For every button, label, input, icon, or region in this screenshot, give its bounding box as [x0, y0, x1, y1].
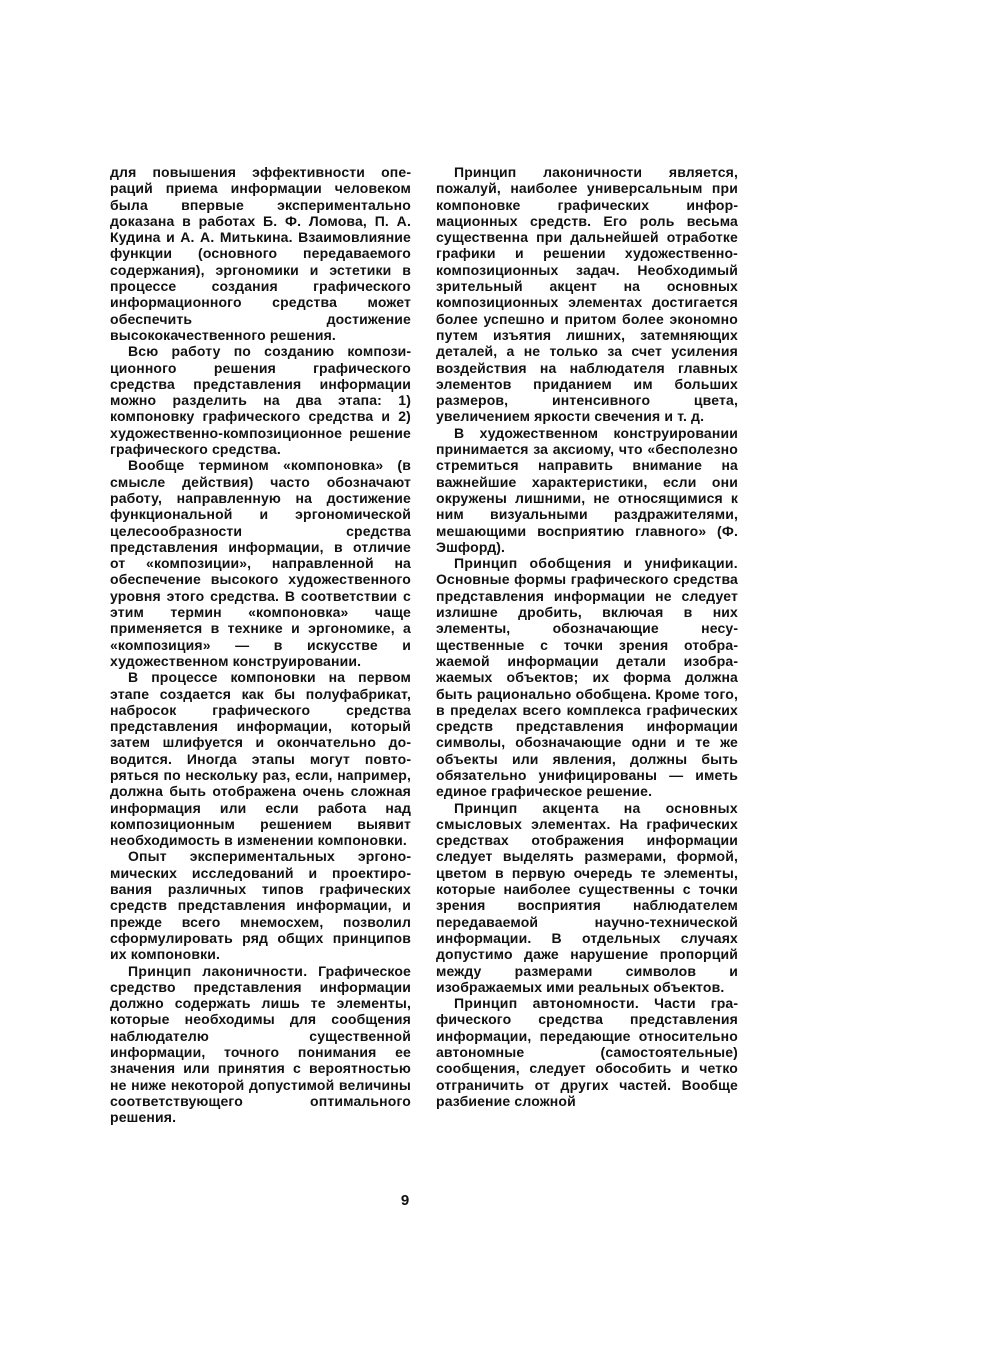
- paragraph: В художественном конструировании принимается за аксиому, что «бесполезно стремиться направить внимание на важнейшие характеристики, если они окружены лишними, не относящимися к ним визуальными раздражителями, мешающими восприятию главного» (Ф. Эшфорд).: [436, 424, 738, 555]
- paragraph-body: Основные формы графического средства представления информации не следует излишне дробить, включая в них элементы, обозначающие несущественные с точки зрения отображаемой информации детали изображаемых объектов; их форма должна быть рационально обобщена. Кроме того, в пределах всего комплекса графических средств представления информации символы, обозначающие одни и те же объекты или явления, должны быть обязательно унифицированы — иметь единое графическое решение.: [436, 571, 738, 800]
- principle-heading: Принцип обобщения и унификации.: [454, 555, 738, 572]
- paragraph: [436, 800, 738, 996]
- paragraph: Всю работу по созданию композиционного решения графического средства представления информации можно разделить на два этапа: 1) компоновку графического средства и 2) художественно-композиционное решение графического средства.: [110, 343, 411, 458]
- paragraph-body: Графическое средство представления информации должно содержать лишь те элементы, которые необходимы для сообщения наблюдателю существенной информации, точного понимания ее значения или принятия с вероятностью не ниже некоторой допустимой величины соответствующего оптимального решения.: [110, 962, 411, 1126]
- paragraph: В процессе компоновки на первом этапе создается как бы полуфабрикат, набросок графического средства представления информации, который затем шлифуется и окончательно доводится. Иногда этапы могут повторяться по нескольку раз, если, например, должна быть отображена очень сложная информация или если работа над композиционным решением выявит необходимость в изменении компоновки.: [110, 669, 411, 849]
- left-column: [110, 164, 411, 1126]
- paragraph: для повышения эффективности операций приема информации человеком была впервые экспериментально доказана в работах Б. Ф. Ломова, П. А. Кудина и А. А. Митькина. Взаимовлияние функции (основного передаваемого содержания), эргономики и эстетики в процессе создания графического информационного средства может обеспечить достижение высококачественного решения.: [110, 164, 411, 343]
- paragraph: [436, 555, 738, 799]
- paragraph-body: На графических средствах отображения информации следует выделять размерами, формой, цветом в первую очередь те элементы, которые наиболее существенны с точки зрения восприятия наблюдателем передаваемой научно-технической информации. В отдельных случаях допустимо даже нарушение пропорций между размерами символов и изображаемых ими реальных объектов.: [436, 815, 738, 995]
- paragraph: [110, 963, 411, 1126]
- paragraph: Вообще термином «компоновка» (в смысле действия) часто обозначают работу, направленную на достижение функциональной и эргономической целесообразности средства представления информации, в отличие от «композиции», направленной на обеспечение высокого художественного уровня этого средства. В соответствии с этим термин «компоновка» чаще применяется в технике и эргономике, а «композиция» — в искусстве и художественном конструировании.: [110, 457, 411, 669]
- principle-heading: Принцип лаконичности.: [128, 962, 308, 979]
- right-column: [436, 164, 738, 1109]
- page-number: 9: [400, 1192, 410, 1209]
- paragraph-body: Части графического средства представления информации, передающие относительно автономные (самостоятельные) сообщения, следует обособить и четко отграничить от других частей. Вообще разбиение сложной: [436, 995, 738, 1109]
- principle-heading: Принцип автономности.: [454, 995, 640, 1012]
- paragraph: Принцип лаконичности является, пожалуй, наиболее универсальным при компоновке графических информационных средств. Его роль весьма существенна при дальнейшей отработке графики и решении художественно-композиционных задач. Необходимый зрительный акцент на основных композиционных элементах достигается более успешно и притом более экономно путем изъятия лишних, затемняющих деталей, а не только за счет усиления воздействия на наблюдателя главных элементов приданием им больших размеров, интенсивного цвета, увеличением яркости свечения и т. д.: [436, 164, 738, 425]
- principle-heading: Принцип акцента на основных смысловых элементах.: [436, 799, 738, 832]
- paragraph: Опыт экспериментальных эргономических исследований и проектирования различных типов графических средств представления информации, и прежде всего мнемосхем, позволил сформулировать ряд общих принципов их компоновки.: [110, 848, 411, 963]
- paragraph: [436, 995, 738, 1109]
